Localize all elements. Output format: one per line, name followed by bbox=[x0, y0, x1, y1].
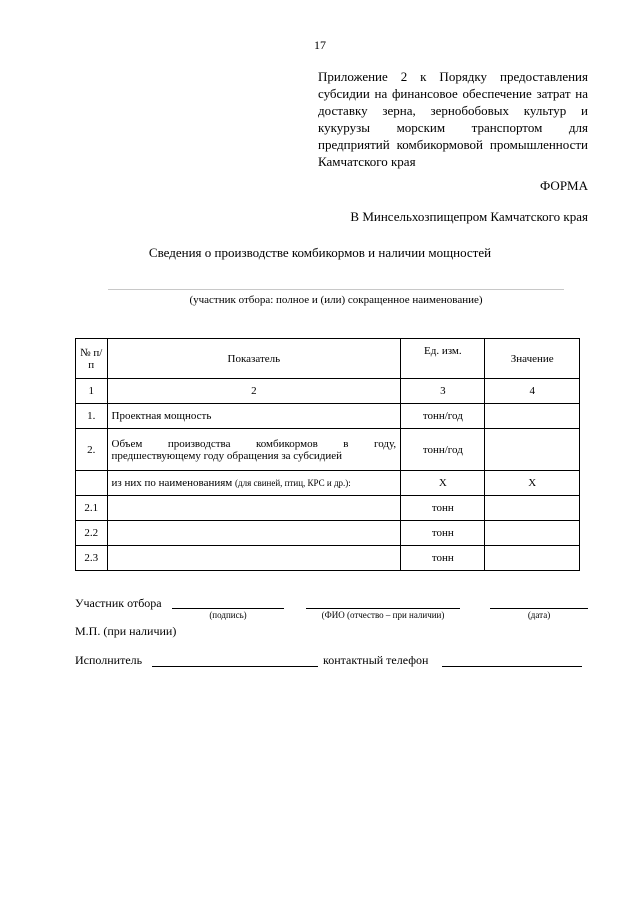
row-num: 1. bbox=[76, 404, 108, 429]
row-unit: тонн/год bbox=[401, 404, 485, 429]
signature-label: Участник отбора bbox=[75, 596, 162, 610]
row-unit: Х bbox=[401, 471, 485, 496]
table-row bbox=[76, 496, 580, 521]
table-row bbox=[76, 429, 580, 471]
header-num: № п/п bbox=[76, 339, 108, 379]
row-indicator: Объем производства комбикормов в году, предшествующему году обращения за субсидией bbox=[107, 429, 401, 471]
header-value: Значение bbox=[485, 339, 580, 379]
row-indicator[interactable] bbox=[107, 521, 401, 546]
row-indicator-main: из них по наименованиям bbox=[111, 477, 233, 489]
column-number-row bbox=[76, 379, 580, 404]
stamp-note: М.П. (при наличии) bbox=[75, 624, 177, 638]
row-indicator[interactable] bbox=[107, 546, 401, 571]
appendix-text: Приложение 2 к Порядку предоставления субсидии на финансовое обеспечение затрат на доставку зерна, зернобобовых культур и кукурузы морским транспортом для предприятий комбикормовой промышленности Камчатского края bbox=[318, 69, 588, 169]
row-num: 2.2 bbox=[76, 521, 108, 546]
row-indicator-note: (для свиней, птиц, КРС и др.): bbox=[235, 478, 351, 488]
row-num: 2.1 bbox=[76, 496, 108, 521]
row-num bbox=[76, 471, 108, 496]
col-number-1: 1 bbox=[76, 379, 108, 404]
row-unit: тонн bbox=[401, 521, 485, 546]
participant-hint: (участник отбора: полное и (или) сокращенное наименование) bbox=[189, 294, 483, 306]
date-hint: (дата) bbox=[527, 610, 551, 620]
phone-label: контактный телефон bbox=[323, 653, 429, 667]
row-unit: тонн bbox=[401, 496, 485, 521]
row-indicator[interactable] bbox=[107, 496, 401, 521]
col-number-3: 3 bbox=[401, 379, 485, 404]
row-indicator bbox=[107, 471, 401, 496]
header-indicator: Показатель bbox=[107, 339, 401, 379]
form-label: ФОРМА bbox=[540, 178, 588, 193]
page-number: 17 bbox=[314, 38, 326, 52]
row-value[interactable] bbox=[485, 404, 580, 429]
participant-name-line[interactable] bbox=[108, 289, 564, 290]
row-unit: тонн/год bbox=[401, 429, 485, 471]
col-number-4: 4 bbox=[485, 379, 580, 404]
table-row bbox=[76, 404, 580, 429]
row-unit: тонн bbox=[401, 546, 485, 571]
row-value[interactable] bbox=[485, 429, 580, 471]
table-row bbox=[76, 546, 580, 571]
row-num: 2. bbox=[76, 429, 108, 471]
addressee: В Минсельхозпищепром Камчатского края bbox=[350, 209, 588, 224]
table-header-row bbox=[76, 339, 580, 379]
name-line[interactable] bbox=[306, 608, 460, 609]
table-row bbox=[76, 521, 580, 546]
row-num: 2.3 bbox=[76, 546, 108, 571]
row-value[interactable] bbox=[485, 496, 580, 521]
row-indicator: Проектная мощность bbox=[107, 404, 401, 429]
table-row bbox=[76, 471, 580, 496]
date-line[interactable] bbox=[490, 608, 588, 609]
row-value[interactable] bbox=[485, 521, 580, 546]
data-table bbox=[75, 338, 580, 571]
row-value[interactable] bbox=[485, 546, 580, 571]
executor-label: Исполнитель bbox=[75, 653, 143, 667]
executor-line[interactable] bbox=[152, 666, 318, 667]
signature-hint: (подпись) bbox=[209, 610, 247, 620]
signature-line[interactable] bbox=[172, 608, 284, 609]
document-title: Сведения о производстве комбикормов и наличии мощностей bbox=[148, 245, 492, 260]
row-value: Х bbox=[485, 471, 580, 496]
name-hint: (ФИО (отчество – при наличии) bbox=[321, 610, 445, 620]
phone-line[interactable] bbox=[442, 666, 582, 667]
col-number-2: 2 bbox=[107, 379, 401, 404]
header-unit: Ед. изм. bbox=[401, 339, 485, 379]
